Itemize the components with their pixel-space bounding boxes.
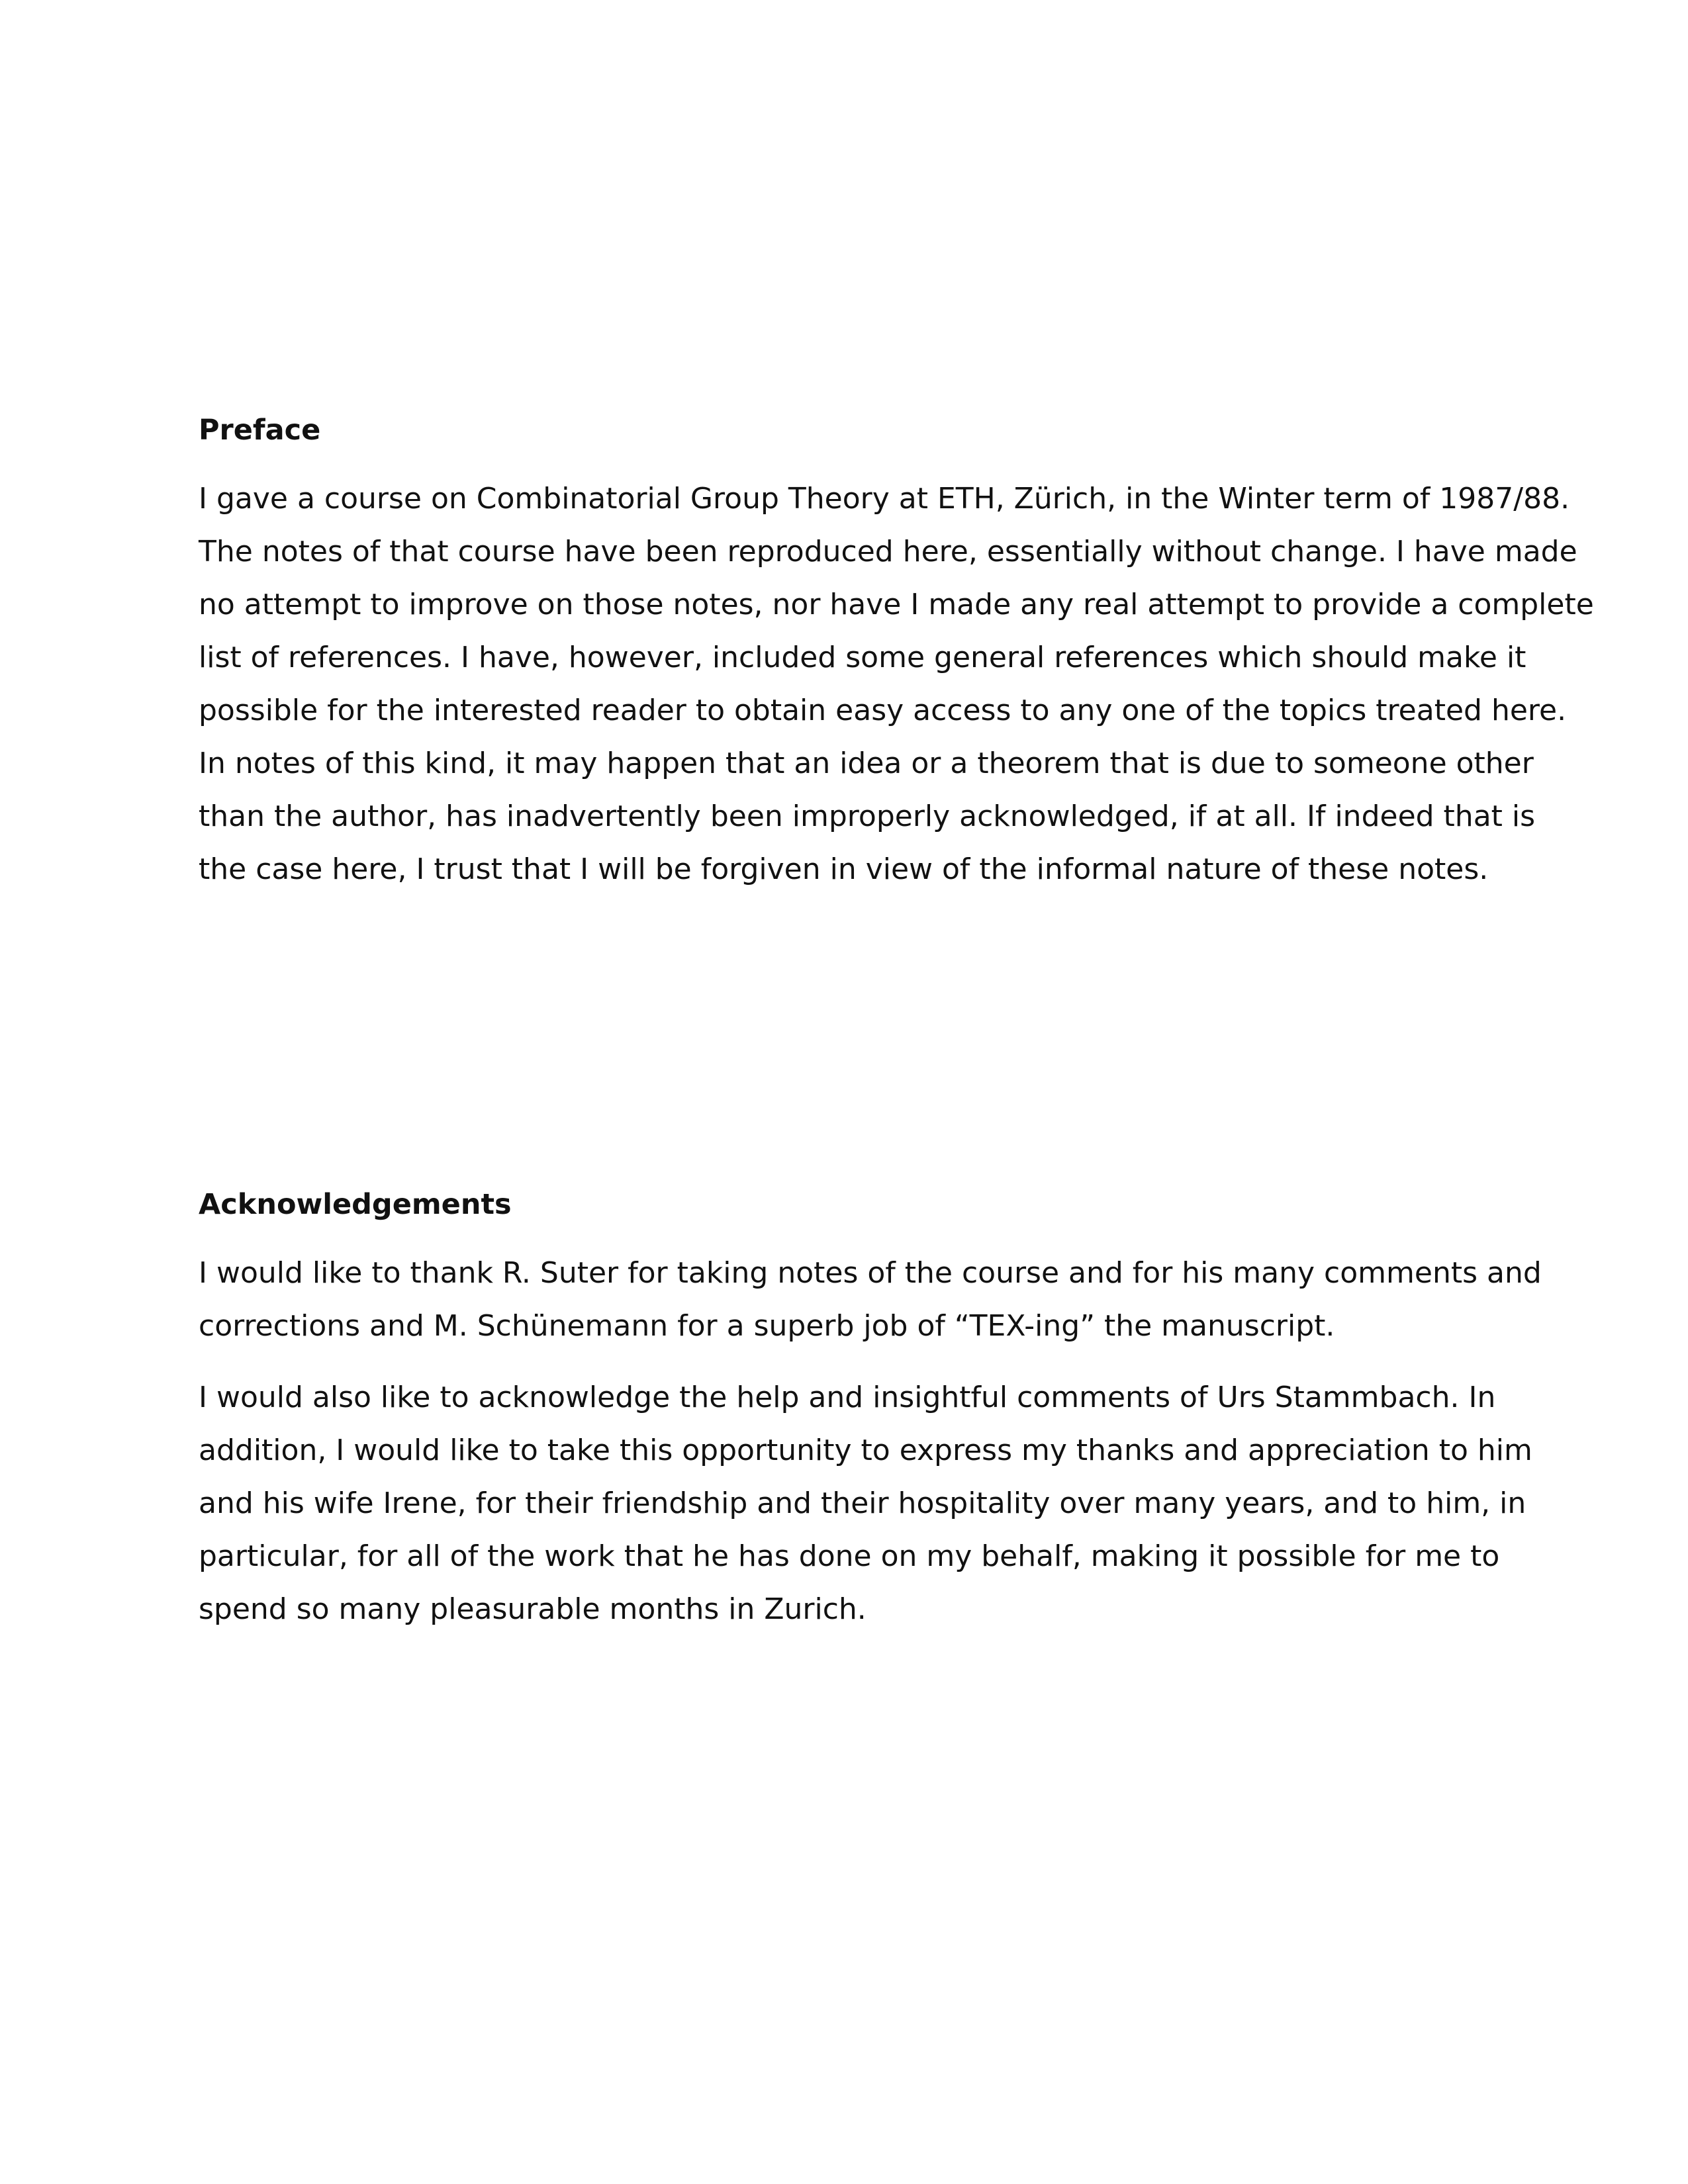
preface-line: no attempt to improve on those notes, nor have I made any real attempt to provide a complete [199, 588, 1594, 621]
acknowledgements-line: and his wife Irene, for their friendship and their hospitality over many years, and to him, in [199, 1486, 1526, 1520]
acknowledgements-line: corrections and M. Schünemann for a superb job of “TEX-ing” the manuscript. [199, 1309, 1335, 1343]
acknowledgements-line: I would like to thank R. Suter for taking notes of the course and for his many comments and [199, 1256, 1542, 1290]
preface-line: the case here, I trust that I will be forgiven in view of the informal nature of these notes. [199, 852, 1489, 886]
acknowledgements-paragraph-2 [199, 1371, 1532, 1636]
acknowledgements-heading: Acknowledgements [199, 1188, 512, 1221]
preface-line: The notes of that course have been reproduced here, essentially without change. I have made [199, 535, 1577, 569]
acknowledgements-line: spend so many pleasurable months in Zurich. [199, 1592, 867, 1626]
preface-line: In notes of this kind, it may happen that an idea or a theorem that is due to someone other [199, 747, 1534, 780]
preface-paragraph [199, 473, 1594, 896]
preface-heading: Preface [199, 414, 321, 447]
acknowledgements-line: particular, for all of the work that he has done on my behalf, making it possible for me to [199, 1539, 1500, 1573]
preface-line: I gave a course on Combinatorial Group Theory at ETH, Zürich, in the Winter term of 1987/88. [199, 482, 1570, 516]
preface-line: possible for the interested reader to obtain easy access to any one of the topics treated here. [199, 694, 1567, 727]
acknowledgements-line: I would also like to acknowledge the help and insightful comments of Urs Stammbach. In [199, 1381, 1496, 1414]
acknowledgements-paragraph-1 [199, 1247, 1542, 1353]
acknowledgements-section [199, 1178, 1542, 1636]
preface-line: list of references. I have, however, included some general references which should make it [199, 641, 1526, 674]
preface-line: than the author, has inadvertently been improperly acknowledged, if at all. If indeed that is [199, 799, 1536, 833]
acknowledgements-line: addition, I would like to take this opportunity to express my thanks and appreciation to him [199, 1433, 1532, 1467]
preface-section [199, 404, 1594, 896]
